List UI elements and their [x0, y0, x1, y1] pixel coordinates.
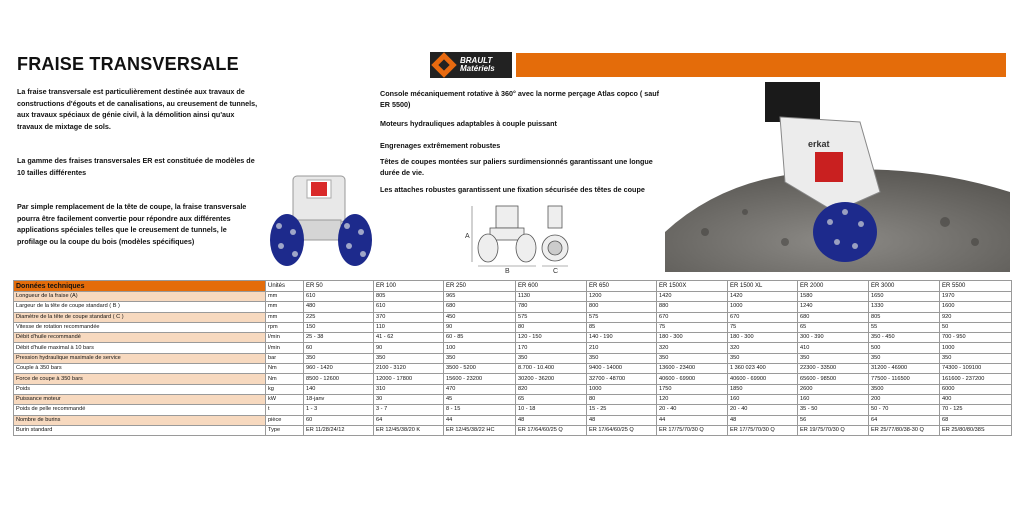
model-header: ER 2000: [798, 281, 869, 292]
row-value: 450: [444, 312, 516, 322]
row-value: 1000: [940, 343, 1012, 353]
row-value: 15 - 25: [587, 405, 657, 415]
row-value: 161600 - 237200: [940, 374, 1012, 384]
table-row: [14, 394, 1012, 404]
row-value: 45: [444, 394, 516, 404]
table-row: [14, 425, 1012, 435]
diagram-label-c: C: [553, 268, 559, 274]
row-value: 12000 - 17800: [374, 374, 444, 384]
row-value: 965: [444, 292, 516, 302]
row-value: 40600 - 69900: [657, 374, 728, 384]
row-unit: pièce: [266, 415, 304, 425]
row-value: 30200 - 36200: [516, 374, 587, 384]
logo-line1: BRAULT: [460, 56, 493, 65]
table-row: [14, 292, 1012, 302]
row-unit: kW: [266, 394, 304, 404]
row-unit: kg: [266, 384, 304, 394]
row-value: 680: [798, 312, 869, 322]
row-value: 310: [374, 384, 444, 394]
row-value: 300 - 390: [798, 333, 869, 343]
row-value: 200: [869, 394, 940, 404]
row-value: 1750: [657, 384, 728, 394]
technical-data-table: [13, 280, 1012, 436]
row-value: 77500 - 116500: [869, 374, 940, 384]
range-paragraph: La gamme des fraises transversales ER est constituée de modèles de 10 tailles différentes: [17, 156, 255, 177]
row-value: 180 - 300: [657, 333, 728, 343]
row-label: Pression hydraulique maximale de service: [14, 353, 266, 363]
row-value: 680: [444, 302, 516, 312]
row-unit: Type: [266, 425, 304, 435]
row-value: ER 17/64/60/25 Q: [516, 425, 587, 435]
row-unit: bar: [266, 353, 304, 363]
row-label: Diamètre de la tête de coupe standard ( C ): [14, 312, 266, 322]
row-value: 32700 - 48700: [587, 374, 657, 384]
row-value: 60: [304, 415, 374, 425]
row-label: Poids: [14, 384, 266, 394]
row-label: Débit d'huile recommandé: [14, 333, 266, 343]
row-value: 350 - 450: [869, 333, 940, 343]
row-value: 350: [304, 353, 374, 363]
model-header: ER 1500X: [657, 281, 728, 292]
row-value: 1420: [728, 292, 798, 302]
model-header: ER 650: [587, 281, 657, 292]
row-value: 960 - 1420: [304, 364, 374, 374]
table-row: [14, 312, 1012, 322]
row-value: 350: [940, 353, 1012, 363]
row-value: ER 17/75/70/30 Q: [728, 425, 798, 435]
row-value: 60 - 85: [444, 333, 516, 343]
row-unit: mm: [266, 312, 304, 322]
row-value: 8.700 - 10.400: [516, 364, 587, 374]
row-value: 80: [587, 394, 657, 404]
table-row: [14, 384, 1012, 394]
table-row: [14, 415, 1012, 425]
diagram-label-a: A: [465, 233, 470, 240]
feature-motors: Moteurs hydrauliques adaptables à couple puissant: [380, 119, 557, 128]
row-value: 8500 - 12600: [304, 374, 374, 384]
row-value: 920: [940, 312, 1012, 322]
row-value: 350: [516, 353, 587, 363]
feature-attachments: Les attaches robustes garantissent une fixation sécurisée des têtes de coupe: [380, 185, 645, 194]
row-value: 6000: [940, 384, 1012, 394]
row-value: 225: [304, 312, 374, 322]
row-value: 30: [374, 394, 444, 404]
diagram-label-b: B: [505, 268, 510, 274]
row-value: 55: [869, 322, 940, 332]
row-value: 140 - 190: [587, 333, 657, 343]
row-value: 1000: [728, 302, 798, 312]
row-value: 44: [444, 415, 516, 425]
row-value: 9400 - 14000: [587, 364, 657, 374]
row-value: ER 17/75/70/30 Q: [657, 425, 728, 435]
header-accent-bar: [516, 53, 1006, 77]
row-value: 480: [304, 302, 374, 312]
table-title-header: Données techniques: [14, 281, 266, 292]
row-value: 31200 - 46900: [869, 364, 940, 374]
table-row: [14, 333, 1012, 343]
row-label: Burin standard: [14, 425, 266, 435]
row-label: Couple à 350 bars: [14, 364, 266, 374]
machine-brand-label: erkat: [808, 139, 830, 149]
table-row: [14, 343, 1012, 353]
row-value: 65: [798, 322, 869, 332]
row-value: 22300 - 33500: [798, 364, 869, 374]
row-value: 120: [657, 394, 728, 404]
model-header: ER 100: [374, 281, 444, 292]
row-value: 1 - 3: [304, 405, 374, 415]
row-value: 25 - 38: [304, 333, 374, 343]
row-value: 780: [516, 302, 587, 312]
row-value: 8 - 15: [444, 405, 516, 415]
row-value: 1240: [798, 302, 869, 312]
row-label: Débit d'huile maximal à 10 bars: [14, 343, 266, 353]
page-title: FRAISE TRANSVERSALE: [17, 54, 239, 74]
row-value: 64: [869, 415, 940, 425]
row-value: 1600: [940, 302, 1012, 312]
table-row: [14, 405, 1012, 415]
row-unit: t: [266, 405, 304, 415]
row-value: 670: [728, 312, 798, 322]
row-value: ER 17/64/60/25 Q: [587, 425, 657, 435]
cutter-product-image: [267, 170, 375, 275]
row-value: 41 - 62: [374, 333, 444, 343]
row-value: 90: [374, 343, 444, 353]
row-value: 210: [587, 343, 657, 353]
model-header: ER 600: [516, 281, 587, 292]
row-value: 670: [657, 312, 728, 322]
model-header: ER 1500 XL: [728, 281, 798, 292]
row-value: 805: [374, 292, 444, 302]
row-value: 320: [657, 343, 728, 353]
row-value: 400: [940, 394, 1012, 404]
row-label: Puissance moteur: [14, 394, 266, 404]
row-value: 575: [587, 312, 657, 322]
row-value: 90: [444, 322, 516, 332]
row-unit: Nm: [266, 374, 304, 384]
row-value: 75: [657, 322, 728, 332]
row-value: 800: [587, 302, 657, 312]
row-label: Largeur de la tête de coupe standard ( B ): [14, 302, 266, 312]
row-value: 15600 - 23200: [444, 374, 516, 384]
row-value: 820: [516, 384, 587, 394]
row-value: 180 - 300: [728, 333, 798, 343]
row-value: 44: [657, 415, 728, 425]
row-label: Longueur de la fraise (A): [14, 292, 266, 302]
row-value: ER 25/77/80/38-30 Q: [869, 425, 940, 435]
table-header-row: [14, 281, 1012, 292]
row-value: 74300 - 109100: [940, 364, 1012, 374]
row-value: 20 - 40: [728, 405, 798, 415]
row-value: 575: [516, 312, 587, 322]
row-value: 320: [728, 343, 798, 353]
table-row: [14, 302, 1012, 312]
row-value: 68: [940, 415, 1012, 425]
unit-header: Unités: [266, 281, 304, 292]
row-value: 70 - 125: [940, 405, 1012, 415]
brault-logo: [430, 52, 512, 78]
row-value: 35 - 50: [798, 405, 869, 415]
row-value: 500: [869, 343, 940, 353]
row-value: ER 11/28/24/12: [304, 425, 374, 435]
row-value: 350: [587, 353, 657, 363]
row-value: 470: [444, 384, 516, 394]
row-value: 160: [798, 394, 869, 404]
row-value: 350: [374, 353, 444, 363]
row-value: 610: [304, 292, 374, 302]
row-value: 65600 - 98500: [798, 374, 869, 384]
row-value: ER 19/75/70/30 Q: [798, 425, 869, 435]
row-value: 170: [516, 343, 587, 353]
model-header: ER 250: [444, 281, 516, 292]
row-value: ER 12/45/38/20 K: [374, 425, 444, 435]
row-value: 1330: [869, 302, 940, 312]
row-value: 50 - 70: [869, 405, 940, 415]
row-value: 48: [728, 415, 798, 425]
model-header: ER 50: [304, 281, 374, 292]
row-value: 350: [869, 353, 940, 363]
row-value: 2100 - 3120: [374, 364, 444, 374]
table-row: [14, 364, 1012, 374]
dimension-diagram: [462, 202, 582, 274]
row-value: 120 - 150: [516, 333, 587, 343]
table-row: [14, 374, 1012, 384]
row-value: 50: [940, 322, 1012, 332]
machine-photo: [665, 82, 1010, 272]
row-value: 75: [728, 322, 798, 332]
row-value: 20 - 40: [657, 405, 728, 415]
row-value: 10 - 18: [516, 405, 587, 415]
row-value: 1 360 023 400: [728, 364, 798, 374]
row-value: 60: [304, 343, 374, 353]
row-value: 350: [798, 353, 869, 363]
table-body: [14, 292, 1012, 436]
intro-paragraph: La fraise transversale est particulièrement destinée aux travaux de constructions d'égouts et de canalisations, au creusement de tunnels, aux travaux spéciaux de génie civil, à la démolition ainsi qu'aux travaux de mixtage de sols.: [17, 87, 258, 131]
row-value: 40600 - 69900: [728, 374, 798, 384]
row-value: 350: [728, 353, 798, 363]
row-unit: mm: [266, 292, 304, 302]
row-value: 1650: [869, 292, 940, 302]
row-value: 1130: [516, 292, 587, 302]
row-unit: l/min: [266, 333, 304, 343]
row-label: Poids de pelle recommandé: [14, 405, 266, 415]
row-value: 350: [444, 353, 516, 363]
row-value: 100: [444, 343, 516, 353]
logo-line2: Matériels: [460, 64, 495, 73]
row-value: 1200: [587, 292, 657, 302]
row-value: 880: [657, 302, 728, 312]
feature-gears: Engrenages extrêmement robustes: [380, 141, 501, 150]
row-value: 610: [374, 302, 444, 312]
table-row: [14, 353, 1012, 363]
row-value: ER 25/80/80/38S: [940, 425, 1012, 435]
row-value: 350: [657, 353, 728, 363]
feature-console: Console mécaniquement rotative à 360° avec la norme perçage Atlas copco ( sauf ER 5500): [380, 89, 660, 109]
row-value: 1420: [657, 292, 728, 302]
table-row: [14, 322, 1012, 332]
row-label: Force de coupe à 350 bars: [14, 374, 266, 384]
row-value: 3500 - 5200: [444, 364, 516, 374]
row-value: 160: [728, 394, 798, 404]
row-value: 1000: [587, 384, 657, 394]
row-value: 1580: [798, 292, 869, 302]
model-header: ER 3000: [869, 281, 940, 292]
row-value: 410: [798, 343, 869, 353]
row-label: Nombre de burins: [14, 415, 266, 425]
logo-diamond-icon: [431, 52, 456, 77]
row-value: 85: [587, 322, 657, 332]
row-unit: l/min: [266, 343, 304, 353]
row-value: 2600: [798, 384, 869, 394]
row-value: 13600 - 23400: [657, 364, 728, 374]
row-value: 370: [374, 312, 444, 322]
row-label: Vitesse de rotation recommandée: [14, 322, 266, 332]
row-value: 65: [516, 394, 587, 404]
row-value: 48: [587, 415, 657, 425]
row-value: 64: [374, 415, 444, 425]
row-value: 805: [869, 312, 940, 322]
row-value: 3500: [869, 384, 940, 394]
row-value: 150: [304, 322, 374, 332]
row-value: 80: [516, 322, 587, 332]
row-value: ER 12/45/38/22 HC: [444, 425, 516, 435]
row-value: 110: [374, 322, 444, 332]
row-value: 18-janv: [304, 394, 374, 404]
row-unit: rpm: [266, 322, 304, 332]
row-value: 140: [304, 384, 374, 394]
row-unit: mm: [266, 302, 304, 312]
row-value: 3 - 7: [374, 405, 444, 415]
row-value: 1970: [940, 292, 1012, 302]
row-value: 700 - 950: [940, 333, 1012, 343]
model-header: ER 5500: [940, 281, 1012, 292]
feature-bearings: Têtes de coupes montées sur paliers surdimensionnés garantissant une longue durée de vie.: [380, 157, 653, 177]
row-value: 1850: [728, 384, 798, 394]
row-value: 48: [516, 415, 587, 425]
conversion-paragraph: Par simple remplacement de la tête de coupe, la fraise transversale pourra être facilement convertie pour répondre aux différentes applications spéciales telles que le creusement de tunnels, le profilage ou la coupe du bois (modèles spécifiques): [17, 202, 247, 246]
row-value: 56: [798, 415, 869, 425]
row-unit: Nm: [266, 364, 304, 374]
